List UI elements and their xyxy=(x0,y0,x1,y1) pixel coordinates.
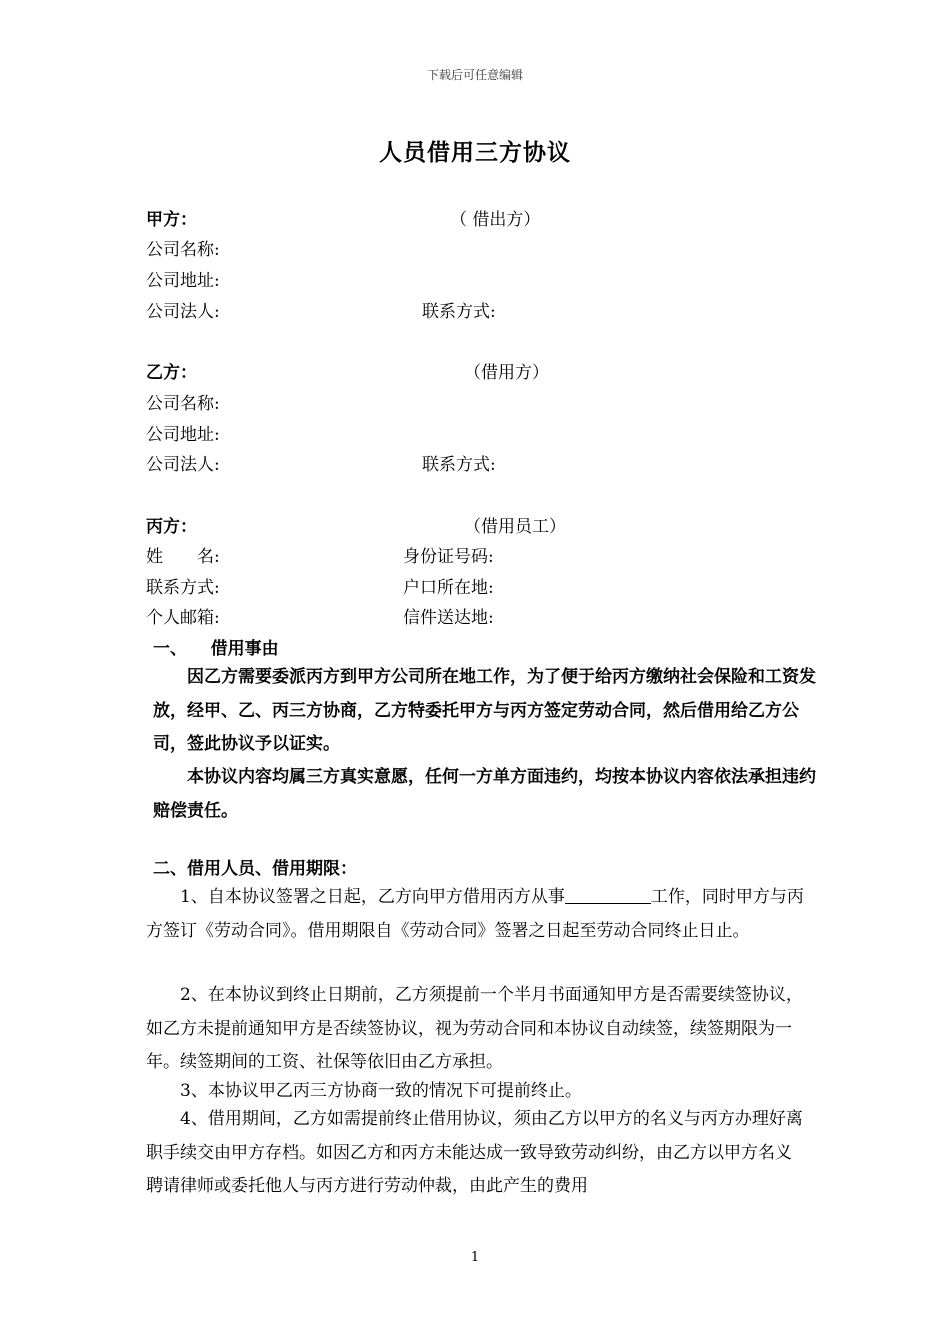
party-c-email: 个人邮箱: xyxy=(146,608,220,628)
party-a-role: （ 借出方） xyxy=(450,210,541,230)
party-a-company-name: 公司名称: xyxy=(146,240,220,260)
party-c-role: （借用员工） xyxy=(464,517,566,537)
party-b-legal-person: 公司法人: xyxy=(146,455,220,475)
section-1-heading: 一、 借用事由 xyxy=(153,639,279,659)
party-c-label: 丙方： xyxy=(146,517,197,537)
clause-2-4: 4、借用期间，乙方如需提前终止借用协议，须由乙方以甲方的名义与丙方办理好离职手续交由甲方存档。如因乙方和丙方未能达成一致导致劳动纠纷，由乙方以甲方名义聘请律师或委托他人与丙方进行劳动仲裁，由此产生的费用 xyxy=(146,1109,803,1196)
clause-2-1-text-start: 1、自本协议签署之日起，乙方向甲方借用丙方从事 xyxy=(180,887,565,907)
party-a-company-address: 公司地址: xyxy=(146,271,220,291)
party-b-company-name: 公司名称: xyxy=(146,394,220,414)
page-number: 1 xyxy=(470,1250,480,1265)
party-c-id-number: 身份证号码: xyxy=(403,547,494,567)
section-2-heading: 二、借用人员、借用期限： xyxy=(153,859,357,879)
clause-2-2: 2、在本协议到终止日期前，乙方须提前一个半月书面通知甲方是否需要续签协议，如乙方未提前通知甲方是否续签协议，视为劳动合同和本协议自动续签，续签期限为一年。续签期间的工资、社保等依旧由乙方承担。 xyxy=(146,985,803,1072)
party-c-name: 姓 名: xyxy=(146,547,220,567)
work-type-blank xyxy=(565,885,651,904)
party-a-contact: 联系方式: xyxy=(422,302,496,322)
party-c-contact: 联系方式: xyxy=(146,578,220,598)
clause-2-1-text-end: 工作，同时甲方与丙方签订《劳动合同》。借用期限自《劳动合同》签署之日起至劳动合同终止日止。 xyxy=(146,887,804,941)
party-b-company-address: 公司地址: xyxy=(146,425,220,445)
page-header: 下载后可任意编辑 xyxy=(426,68,523,82)
party-c-hukou: 户口所在地: xyxy=(403,578,494,598)
clause-2-3: 3、本协议甲乙丙三方协商一致的情况下可提前终止。 xyxy=(180,1081,582,1101)
party-b-role: （借用方） xyxy=(464,363,549,383)
party-b-label: 乙方： xyxy=(146,363,197,383)
party-b-contact: 联系方式: xyxy=(422,455,496,475)
document-title: 人员借用三方协议 xyxy=(379,139,571,166)
party-a-label: 甲方： xyxy=(146,210,197,230)
party-c-mail-address: 信件送达地: xyxy=(403,608,494,628)
clause-2-1 xyxy=(146,881,806,948)
section-1-paragraph-1: 因乙方需要委派丙方到甲方公司所在地工作，为了便于给丙方缴纳社会保险和工资发放，经甲、乙、丙三方协商，乙方特委托甲方与丙方签定劳动合同，然后借用给乙方公司，签此协议予以证实。 xyxy=(153,667,816,754)
party-a-legal-person: 公司法人: xyxy=(146,302,220,322)
section-1-paragraph-2: 本协议内容均属三方真实意愿，任何一方单方面违约，均按本协议内容依法承担违约赔偿责任。 xyxy=(153,767,816,821)
